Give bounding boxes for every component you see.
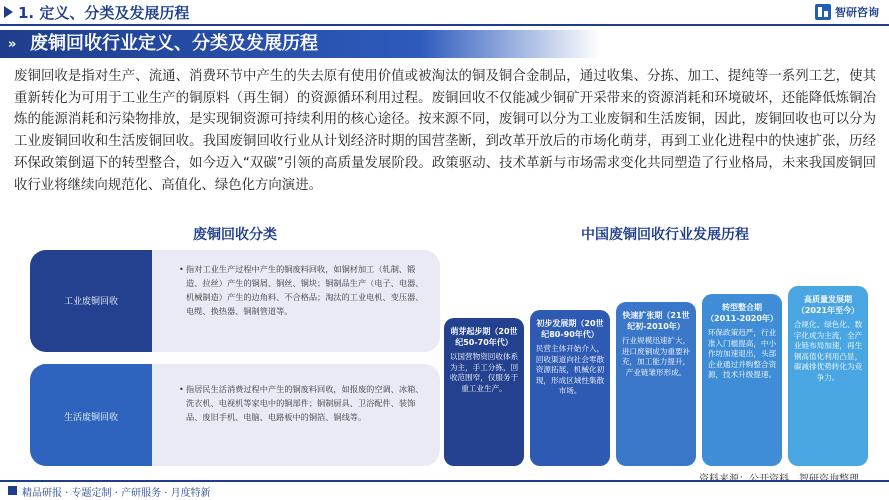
classification-card-industrial xyxy=(30,250,440,352)
stage-desc: 环保政策趋严，行业准入门槛提高，中小作坊加速退出，头部企业通过并购整合资源，技术升级提速。 xyxy=(707,328,777,379)
history-stage-2 xyxy=(530,310,610,466)
brand-logo xyxy=(815,3,879,21)
footer-divider xyxy=(0,480,889,482)
page-title-bar xyxy=(0,30,600,58)
section-title: 1. 定义、分类及发展历程 xyxy=(18,4,190,22)
classification-heading: 废铜回收分类 xyxy=(193,227,277,243)
stage-desc: 民营主体开始介入，回收渠道向社会零散资源拓展，机械化初现，形成区域性集散市场。 xyxy=(535,344,605,395)
classification-label-block xyxy=(30,250,152,352)
stage-title: 转型整合期（2011-2020年） xyxy=(706,303,778,323)
history-stage-1 xyxy=(444,318,524,466)
logo-text: 智研咨询 xyxy=(835,6,879,19)
logo-mark-icon xyxy=(815,4,831,20)
stage-desc: 以国营物资回收体系为主，手工分拣，回收范围窄，仅服务于重工业生产。 xyxy=(449,352,519,393)
history-stage-5 xyxy=(788,286,868,466)
stage-title: 萌芽起步期（20世纪50-70年代） xyxy=(450,327,518,347)
classification-desc: • 指对工业生产过程中产生的铜废料回收，如铜材加工（轧制、锻造、拉丝）产生的铜屑、铜丝、铜块；铜制品生产（电子、电器、机械制造）产生的边角料、不合格品；淘汰的工业电机、变压器、电缆、换热器、铜制管道等。 xyxy=(186,262,426,318)
stage-title: 高质量发展期（2021年至今） xyxy=(796,295,860,315)
stage-title: 快速扩张期（21世纪初-2010年） xyxy=(622,311,690,331)
stage-title: 初步发展期（20世纪80-90年代） xyxy=(536,319,604,339)
header-divider xyxy=(0,24,889,26)
double-chevron-icon: » xyxy=(8,37,17,52)
history-heading: 中国废铜回收行业发展历程 xyxy=(581,227,749,243)
history-stage-3 xyxy=(616,302,696,466)
classification-label-block xyxy=(30,364,152,466)
stage-desc: 行业规模迅速扩大，进口废铜成为重要补充，加工能力提升，产业链雏形形成。 xyxy=(621,336,691,377)
classification-label: 生活废铜回收 xyxy=(63,413,118,423)
classification-desc: • 指居民生活消费过程中产生的铜废料回收，如报废的空调、冰箱、洗衣机、电视机等家电中的铜部件；铜制厨具、卫浴配件、装饰品、废旧手机、电脑、电路板中的铜箔、铜线等。 xyxy=(186,382,426,424)
intro-paragraph: 废铜回收是指对生产、流通、消费环节中产生的失去原有使用价值或被淘汰的铜及铜合金制品，通过收集、分拣、加工、提纯等一系列工艺，使其重新转化为可用于工业生产的铜原料（再生铜）的资源循环利用过程。废铜回收不仅能减少铜矿开采带来的资源消耗和环境破坏，还能降低炼铜冶炼的能源消耗和污染物排放，是实现铜资源可持续利用的核心途径。按来源不同，废铜可以分为工业废铜和生活废铜，因此，废铜回收也可以分为工业废铜回收和生活废铜回收。我国废铜回收行业从计划经济时期的国营垄断，到改革开放后的市场化萌芽，再到工业化进程中的快速扩张，历经环保政策倒逼下的转型整合，如今迈入“双碳”引领的高质量发展阶段。政策驱动、技术革新与市场需求变化共同塑造了行业格局，未来我国废铜回收行业将继续向规范化、高值化、绿色化方向演进。 xyxy=(14,69,876,193)
classification-label: 工业废铜回收 xyxy=(63,297,118,307)
footer-text: 精品研报 · 专题定制 · 产研服务 · 月度特新 xyxy=(22,488,211,499)
section-header xyxy=(0,0,889,26)
stage-desc: 合规化、绿色化、数字化成为主流，全产业链布局加速，再生铜高值化利用凸显，碳减排优势转化为竞争力。 xyxy=(793,320,863,382)
classification-card-household xyxy=(30,364,440,466)
history-stage-4 xyxy=(702,294,782,466)
page-footer xyxy=(0,480,889,500)
section-marker-icon xyxy=(4,6,13,18)
footer-marker-icon xyxy=(8,486,17,495)
page-title: 废铜回收行业定义、分类及发展历程 xyxy=(30,33,318,54)
